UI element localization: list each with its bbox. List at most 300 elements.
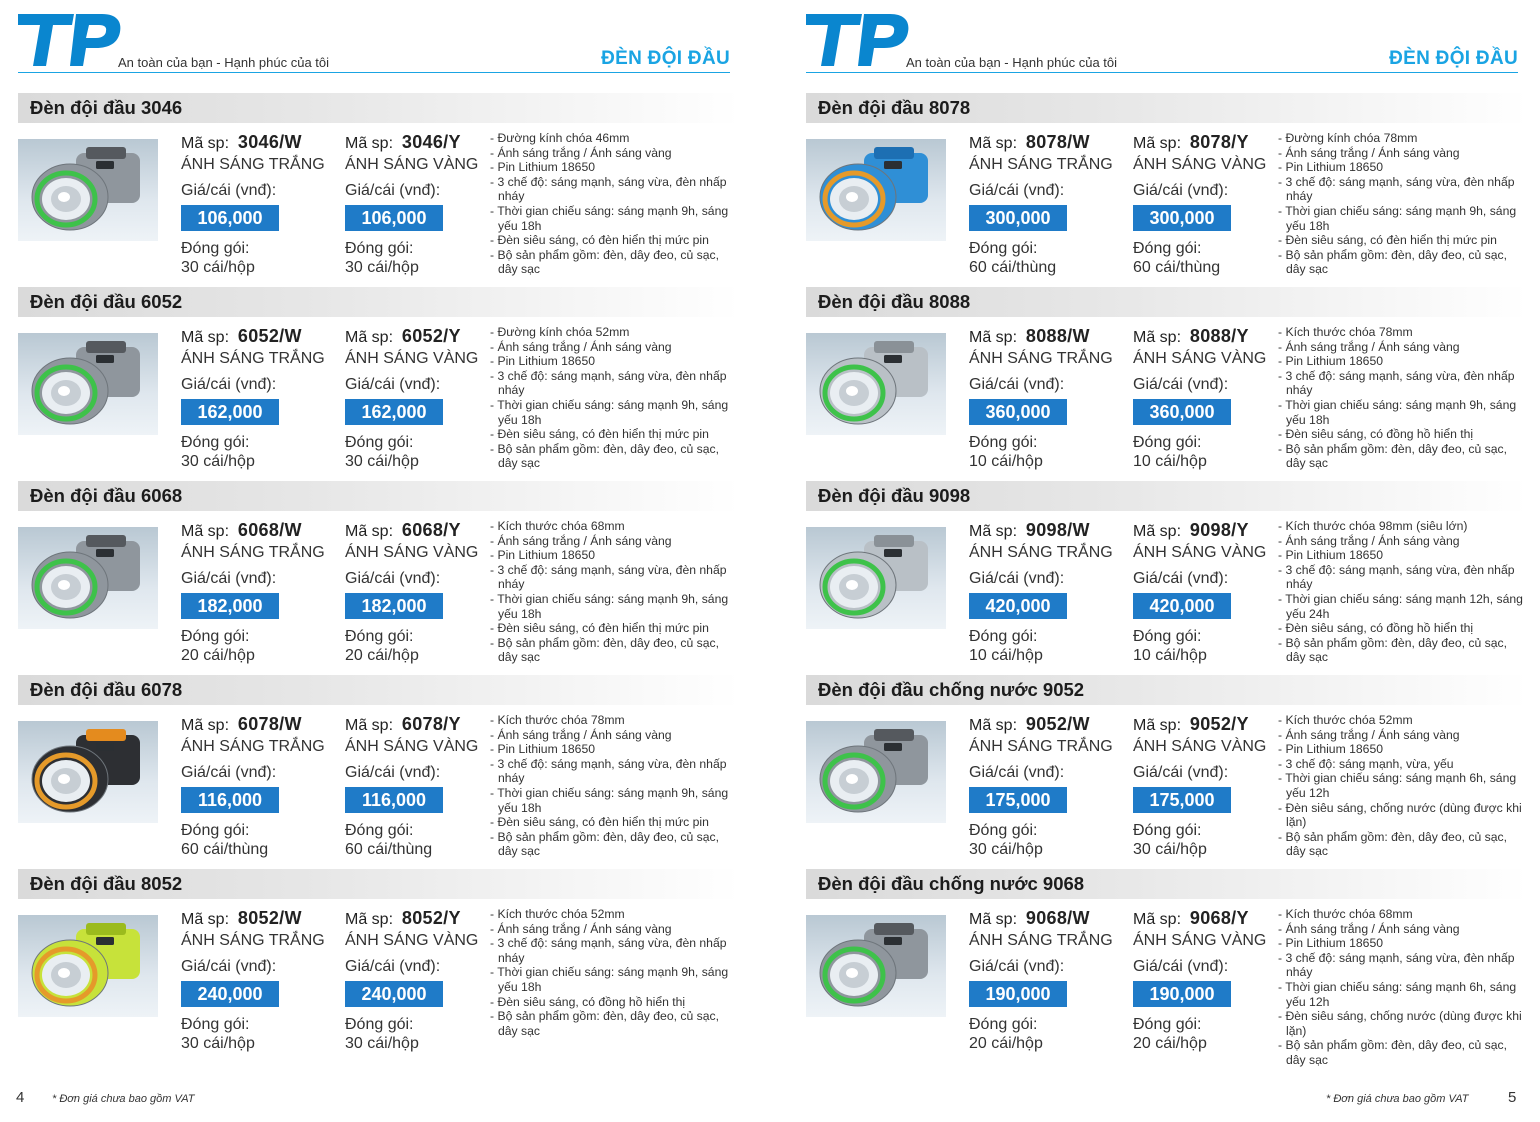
price-badge: 182,000 bbox=[181, 593, 279, 619]
light-type: ÁNH SÁNG VÀNG bbox=[1133, 350, 1267, 367]
tp-logo bbox=[806, 14, 910, 68]
sku-prefix: Mã sp: bbox=[181, 523, 230, 540]
sku-line bbox=[345, 132, 505, 154]
sku-code: 6068/Y bbox=[401, 520, 461, 540]
pack-label: Đóng gói: bbox=[1133, 1016, 1202, 1033]
spec-item: - Bộ sản phẩm gồm: đèn, dây đeo, củ sạc, dây sạc bbox=[490, 442, 742, 471]
spec-item: - Ánh sáng trắng / Ánh sáng vàng bbox=[1278, 340, 1530, 355]
product-block bbox=[806, 287, 1528, 477]
pack-value: 60 cái/thùng bbox=[1133, 259, 1221, 276]
pack-value: 30 cái/hộp bbox=[345, 259, 419, 276]
sku-prefix: Mã sp: bbox=[345, 135, 394, 152]
light-type: ÁNH SÁNG VÀNG bbox=[345, 932, 479, 949]
product-block bbox=[18, 481, 740, 671]
sku-prefix: Mã sp: bbox=[1133, 329, 1182, 346]
spec-item: - Ánh sáng trắng / Ánh sáng vàng bbox=[1278, 146, 1530, 161]
price-badge: 175,000 bbox=[1133, 787, 1231, 813]
sku-code: 8088/Y bbox=[1189, 326, 1249, 346]
light-type: ÁNH SÁNG TRẮNG bbox=[969, 738, 1113, 755]
spec-item: - Thời gian chiếu sáng: sáng mạnh 9h, sáng yếu 18h bbox=[1278, 398, 1530, 427]
spec-item: - Ánh sáng trắng / Ánh sáng vàng bbox=[490, 922, 742, 937]
sku-code: 8078/Y bbox=[1189, 132, 1249, 152]
spec-list bbox=[490, 325, 742, 471]
product-block bbox=[806, 481, 1528, 671]
spec-item: - Bộ sản phẩm gồm: đèn, dây đeo, củ sạc, dây sạc bbox=[1278, 442, 1530, 471]
light-type: ÁNH SÁNG TRẮNG bbox=[969, 350, 1113, 367]
sku-line bbox=[1133, 714, 1293, 736]
spec-list bbox=[1278, 519, 1530, 665]
sku-code: 6052/Y bbox=[401, 326, 461, 346]
pack-value: 30 cái/hộp bbox=[181, 453, 255, 470]
sku-line bbox=[969, 908, 1129, 930]
sku-code: 8052/W bbox=[237, 908, 302, 928]
product-title-bar bbox=[18, 93, 740, 123]
variant-white bbox=[969, 520, 1129, 667]
vat-footnote: * Đơn giá chưa bao gồm VAT bbox=[1326, 1093, 1469, 1105]
spec-item: - Ánh sáng trắng / Ánh sáng vàng bbox=[1278, 922, 1530, 937]
pack-label: Đóng gói: bbox=[1133, 434, 1202, 451]
spec-item: - Đèn siêu sáng, có đèn hiển thị mức pin bbox=[1278, 233, 1530, 248]
product-name: Đèn đội đầu 8088 bbox=[818, 291, 971, 312]
spec-item: - 3 chế độ: sáng mạnh, sáng vừa, đèn nhấp nháy bbox=[490, 369, 742, 398]
page-number: 4 bbox=[16, 1089, 25, 1106]
product-photo bbox=[806, 721, 946, 823]
light-type: ÁNH SÁNG TRẮNG bbox=[969, 932, 1113, 949]
price-badge: 420,000 bbox=[1133, 593, 1231, 619]
brand-tagline: An toàn của bạn - Hạnh phúc của tôi bbox=[906, 55, 1118, 70]
variant-yellow bbox=[345, 714, 505, 861]
variant-white bbox=[181, 326, 341, 473]
spec-item: - Pin Lithium 18650 bbox=[1278, 742, 1530, 757]
price-label: Giá/cái (vnđ): bbox=[1133, 570, 1229, 587]
spec-item: - 3 chế độ: sáng mạnh, sáng vừa, đèn nhấp nháy bbox=[1278, 951, 1530, 980]
spec-item: - Pin Lithium 18650 bbox=[490, 548, 742, 563]
variant-white bbox=[181, 908, 341, 1055]
sku-code: 6078/W bbox=[237, 714, 302, 734]
spec-item: - Đèn siêu sáng, có đồng hồ hiển thị bbox=[1278, 621, 1530, 636]
price-label: Giá/cái (vnđ): bbox=[969, 376, 1065, 393]
product-title-bar bbox=[18, 481, 740, 511]
sku-code: 6078/Y bbox=[401, 714, 461, 734]
headlamp-image bbox=[806, 721, 946, 823]
price-label: Giá/cái (vnđ): bbox=[181, 376, 277, 393]
light-type: ÁNH SÁNG VÀNG bbox=[1133, 932, 1267, 949]
price-badge: 175,000 bbox=[969, 787, 1067, 813]
spec-item: - Pin Lithium 18650 bbox=[1278, 354, 1530, 369]
headlamp-image bbox=[806, 333, 946, 435]
price-badge: 116,000 bbox=[345, 787, 443, 813]
price-badge: 162,000 bbox=[345, 399, 443, 425]
product-photo bbox=[18, 915, 158, 1017]
light-type: ÁNH SÁNG TRẮNG bbox=[181, 738, 325, 755]
spec-item: - Kích thước chóa 52mm bbox=[490, 907, 742, 922]
pack-label: Đóng gói: bbox=[969, 240, 1038, 257]
product-photo bbox=[18, 333, 158, 435]
spec-item: - 3 chế độ: sáng mạnh, sáng vừa, đèn nhấp nháy bbox=[490, 757, 742, 786]
spec-item: - 3 chế độ: sáng mạnh, sáng vừa, đèn nhấp nháy bbox=[1278, 175, 1530, 204]
product-title-bar bbox=[18, 869, 740, 899]
price-label: Giá/cái (vnđ): bbox=[345, 958, 441, 975]
pack-value: 30 cái/hộp bbox=[181, 259, 255, 276]
pack-value: 30 cái/hộp bbox=[345, 453, 419, 470]
sku-line bbox=[969, 326, 1129, 348]
sku-line bbox=[969, 132, 1129, 154]
sku-code: 9052/W bbox=[1025, 714, 1090, 734]
pack-value: 10 cái/hộp bbox=[1133, 647, 1207, 664]
price-label: Giá/cái (vnđ): bbox=[969, 570, 1065, 587]
pack-value: 10 cái/hộp bbox=[1133, 453, 1207, 470]
spec-item: - 3 chế độ: sáng mạnh, sáng vừa, đèn nhấp nháy bbox=[1278, 369, 1530, 398]
price-badge: 190,000 bbox=[969, 981, 1067, 1007]
variant-yellow bbox=[345, 326, 505, 473]
pack-label: Đóng gói: bbox=[345, 822, 414, 839]
sku-line bbox=[181, 714, 341, 736]
product-photo bbox=[18, 721, 158, 823]
spec-item: - Pin Lithium 18650 bbox=[490, 354, 742, 369]
spec-item: - Bộ sản phẩm gồm: đèn, dây đeo, củ sạc, dây sạc bbox=[1278, 830, 1530, 859]
pack-label: Đóng gói: bbox=[181, 822, 250, 839]
sku-line bbox=[345, 520, 505, 542]
variant-yellow bbox=[1133, 132, 1293, 279]
product-title-bar bbox=[18, 675, 740, 705]
product-photo bbox=[806, 915, 946, 1017]
pack-label: Đóng gói: bbox=[181, 628, 250, 645]
price-badge: 300,000 bbox=[1133, 205, 1231, 231]
pack-value: 10 cái/hộp bbox=[969, 453, 1043, 470]
sku-code: 6068/W bbox=[237, 520, 302, 540]
product-photo bbox=[806, 333, 946, 435]
price-badge: 106,000 bbox=[181, 205, 279, 231]
price-badge: 360,000 bbox=[1133, 399, 1231, 425]
product-title-bar bbox=[806, 93, 1528, 123]
sku-prefix: Mã sp: bbox=[1133, 717, 1182, 734]
catalog-page-4 bbox=[18, 0, 758, 1122]
headlamp-image bbox=[18, 527, 158, 629]
price-badge: 106,000 bbox=[345, 205, 443, 231]
product-photo bbox=[18, 139, 158, 241]
spec-list bbox=[1278, 713, 1530, 859]
spec-list bbox=[490, 519, 742, 665]
page-header bbox=[806, 14, 1518, 74]
spec-item: - Đường kính chóa 52mm bbox=[490, 325, 742, 340]
price-badge: 182,000 bbox=[345, 593, 443, 619]
product-name: Đèn đội đầu 3046 bbox=[30, 97, 183, 118]
pack-value: 60 cái/thùng bbox=[969, 259, 1057, 276]
sku-prefix: Mã sp: bbox=[345, 717, 394, 734]
variant-yellow bbox=[345, 520, 505, 667]
header-divider bbox=[806, 72, 1518, 73]
light-type: ÁNH SÁNG VÀNG bbox=[1133, 544, 1267, 561]
light-type: ÁNH SÁNG VÀNG bbox=[1133, 738, 1267, 755]
product-title-bar bbox=[806, 869, 1528, 899]
product-name: Đèn đội đầu 6052 bbox=[30, 291, 183, 312]
light-type: ÁNH SÁNG VÀNG bbox=[345, 156, 479, 173]
spec-list bbox=[490, 907, 742, 1038]
headlamp-image bbox=[806, 527, 946, 629]
sku-line bbox=[345, 326, 505, 348]
spec-item: - Đường kính chóa 78mm bbox=[1278, 131, 1530, 146]
sku-line bbox=[181, 908, 341, 930]
pack-label: Đóng gói: bbox=[345, 1016, 414, 1033]
spec-item: - 3 chế độ: sáng mạnh, vừa, yếu bbox=[1278, 757, 1530, 772]
spec-item: - Kích thước chóa 68mm bbox=[490, 519, 742, 534]
variant-yellow bbox=[1133, 520, 1293, 667]
spec-item: - 3 chế độ: sáng mạnh, sáng vừa, đèn nhấp nháy bbox=[490, 563, 742, 592]
variant-yellow bbox=[345, 908, 505, 1055]
spec-item: - Ánh sáng trắng / Ánh sáng vàng bbox=[1278, 534, 1530, 549]
sku-prefix: Mã sp: bbox=[1133, 523, 1182, 540]
price-badge: 190,000 bbox=[1133, 981, 1231, 1007]
sku-code: 9068/W bbox=[1025, 908, 1090, 928]
sku-prefix: Mã sp: bbox=[1133, 135, 1182, 152]
pack-value: 10 cái/hộp bbox=[969, 647, 1043, 664]
price-badge: 162,000 bbox=[181, 399, 279, 425]
price-label: Giá/cái (vnđ): bbox=[181, 958, 277, 975]
headlamp-image bbox=[806, 915, 946, 1017]
variant-yellow bbox=[345, 132, 505, 279]
price-badge: 300,000 bbox=[969, 205, 1067, 231]
spec-item: - Đèn siêu sáng, có đèn hiển thị mức pin bbox=[490, 621, 742, 636]
light-type: ÁNH SÁNG TRẮNG bbox=[181, 932, 325, 949]
sku-line bbox=[1133, 520, 1293, 542]
pack-value: 20 cái/hộp bbox=[969, 1035, 1043, 1052]
variant-yellow bbox=[1133, 326, 1293, 473]
pack-label: Đóng gói: bbox=[969, 822, 1038, 839]
spec-item: - Kích thước chóa 68mm bbox=[1278, 907, 1530, 922]
pack-value: 30 cái/hộp bbox=[1133, 841, 1207, 858]
pack-label: Đóng gói: bbox=[345, 240, 414, 257]
sku-code: 3046/W bbox=[237, 132, 302, 152]
spec-item: - Đèn siêu sáng, có đồng hồ hiển thị bbox=[1278, 427, 1530, 442]
price-label: Giá/cái (vnđ): bbox=[345, 182, 441, 199]
spec-item: - Pin Lithium 18650 bbox=[490, 160, 742, 175]
vat-footnote: * Đơn giá chưa bao gồm VAT bbox=[52, 1093, 195, 1105]
spec-item: - Đèn siêu sáng, có đèn hiển thị mức pin bbox=[490, 233, 742, 248]
product-name: Đèn đội đầu 6078 bbox=[30, 679, 183, 700]
product-photo bbox=[806, 527, 946, 629]
product-photo bbox=[18, 527, 158, 629]
price-label: Giá/cái (vnđ): bbox=[181, 182, 277, 199]
sku-code: 9052/Y bbox=[1189, 714, 1249, 734]
light-type: ÁNH SÁNG TRẮNG bbox=[181, 350, 325, 367]
spec-item: - Pin Lithium 18650 bbox=[1278, 936, 1530, 951]
spec-list bbox=[1278, 131, 1530, 277]
spec-item: - Ánh sáng trắng / Ánh sáng vàng bbox=[1278, 728, 1530, 743]
price-badge: 240,000 bbox=[345, 981, 443, 1007]
product-title-bar bbox=[806, 481, 1528, 511]
spec-item: - Bộ sản phẩm gồm: đèn, dây đeo, củ sạc, dây sạc bbox=[490, 248, 742, 277]
price-label: Giá/cái (vnđ): bbox=[345, 570, 441, 587]
spec-item: - Thời gian chiếu sáng: sáng mạnh 9h, sáng yếu 18h bbox=[490, 786, 742, 815]
spec-list bbox=[1278, 907, 1530, 1068]
spec-item: - Bộ sản phẩm gồm: đèn, dây đeo, củ sạc, dây sạc bbox=[1278, 248, 1530, 277]
spec-item: - 3 chế độ: sáng mạnh, sáng vừa, đèn nhấp nháy bbox=[490, 175, 742, 204]
pack-label: Đóng gói: bbox=[969, 1016, 1038, 1033]
variant-white bbox=[181, 520, 341, 667]
page-header bbox=[18, 14, 730, 74]
sku-prefix: Mã sp: bbox=[181, 717, 230, 734]
pack-label: Đóng gói: bbox=[181, 434, 250, 451]
sku-prefix: Mã sp: bbox=[181, 911, 230, 928]
sku-line bbox=[345, 714, 505, 736]
header-divider bbox=[18, 72, 730, 73]
product-name: Đèn đội đầu chống nước 9052 bbox=[818, 679, 1085, 700]
spec-item: - 3 chế độ: sáng mạnh, sáng vừa, đèn nhấp nháy bbox=[1278, 563, 1530, 592]
spec-item: - Đèn siêu sáng, có đèn hiển thị mức pin bbox=[490, 815, 742, 830]
light-type: ÁNH SÁNG TRẮNG bbox=[969, 156, 1113, 173]
spec-item: - Thời gian chiếu sáng: sáng mạnh 9h, sáng yếu 18h bbox=[490, 398, 742, 427]
spec-item: - Ánh sáng trắng / Ánh sáng vàng bbox=[490, 340, 742, 355]
pack-label: Đóng gói: bbox=[345, 434, 414, 451]
spec-item: - Ánh sáng trắng / Ánh sáng vàng bbox=[490, 146, 742, 161]
spec-item: - Thời gian chiếu sáng: sáng mạnh 12h, sáng yếu 24h bbox=[1278, 592, 1530, 621]
sku-prefix: Mã sp: bbox=[969, 135, 1018, 152]
headlamp-image bbox=[18, 915, 158, 1017]
price-label: Giá/cái (vnđ): bbox=[1133, 376, 1229, 393]
sku-line bbox=[969, 520, 1129, 542]
variant-white bbox=[969, 326, 1129, 473]
price-label: Giá/cái (vnđ): bbox=[969, 958, 1065, 975]
headlamp-image bbox=[18, 333, 158, 435]
spec-item: - Pin Lithium 18650 bbox=[1278, 548, 1530, 563]
sku-code: 9068/Y bbox=[1189, 908, 1249, 928]
variant-yellow bbox=[1133, 714, 1293, 861]
tp-logo bbox=[18, 14, 122, 68]
spec-item: - Bộ sản phẩm gồm: đèn, dây đeo, củ sạc, dây sạc bbox=[490, 830, 742, 859]
sku-line bbox=[181, 132, 341, 154]
product-name: Đèn đội đầu 8052 bbox=[30, 873, 183, 894]
product-name: Đèn đội đầu chống nước 9068 bbox=[818, 873, 1085, 894]
price-badge: 116,000 bbox=[181, 787, 279, 813]
spec-list bbox=[490, 131, 742, 277]
price-label: Giá/cái (vnđ): bbox=[969, 764, 1065, 781]
product-block bbox=[18, 287, 740, 477]
category-title: ĐÈN ĐỘI ĐẦU bbox=[601, 48, 730, 69]
sku-line bbox=[181, 520, 341, 542]
sku-line bbox=[1133, 908, 1293, 930]
pack-label: Đóng gói: bbox=[345, 628, 414, 645]
price-label: Giá/cái (vnđ): bbox=[345, 764, 441, 781]
light-type: ÁNH SÁNG TRẮNG bbox=[969, 544, 1113, 561]
pack-value: 20 cái/hộp bbox=[1133, 1035, 1207, 1052]
price-label: Giá/cái (vnđ): bbox=[1133, 958, 1229, 975]
sku-code: 8078/W bbox=[1025, 132, 1090, 152]
pack-value: 30 cái/hộp bbox=[345, 1035, 419, 1052]
spec-item: - Thời gian chiếu sáng: sáng mạnh 9h, sáng yếu 18h bbox=[1278, 204, 1530, 233]
spec-list bbox=[490, 713, 742, 859]
sku-line bbox=[181, 326, 341, 348]
headlamp-image bbox=[18, 721, 158, 823]
product-block bbox=[18, 869, 740, 1059]
pack-label: Đóng gói: bbox=[1133, 822, 1202, 839]
page-number: 5 bbox=[1508, 1089, 1517, 1106]
catalog-page-5 bbox=[806, 0, 1540, 1122]
price-label: Giá/cái (vnđ): bbox=[345, 376, 441, 393]
price-badge: 360,000 bbox=[969, 399, 1067, 425]
spec-item: - Thời gian chiếu sáng: sáng mạnh 9h, sáng yếu 18h bbox=[490, 204, 742, 233]
spec-item: - Thời gian chiếu sáng: sáng mạnh 6h, sáng yếu 12h bbox=[1278, 771, 1530, 800]
sku-prefix: Mã sp: bbox=[181, 329, 230, 346]
spec-item: - Đèn siêu sáng, chống nước (dùng được khi lặn) bbox=[1278, 801, 1530, 830]
variant-yellow bbox=[1133, 908, 1293, 1055]
sku-line bbox=[969, 714, 1129, 736]
variant-white bbox=[969, 908, 1129, 1055]
sku-prefix: Mã sp: bbox=[345, 329, 394, 346]
sku-code: 3046/Y bbox=[401, 132, 461, 152]
light-type: ÁNH SÁNG VÀNG bbox=[345, 350, 479, 367]
spec-item: - Bộ sản phẩm gồm: đèn, dây đeo, củ sạc, dây sạc bbox=[1278, 636, 1530, 665]
product-block bbox=[806, 869, 1528, 1067]
sku-prefix: Mã sp: bbox=[181, 135, 230, 152]
light-type: ÁNH SÁNG VÀNG bbox=[345, 738, 479, 755]
spec-list bbox=[1278, 325, 1530, 471]
category-title: ĐÈN ĐỘI ĐẦU bbox=[1389, 48, 1518, 69]
spec-item: - Pin Lithium 18650 bbox=[1278, 160, 1530, 175]
pack-label: Đóng gói: bbox=[969, 628, 1038, 645]
sku-line bbox=[345, 908, 505, 930]
pack-value: 60 cái/thùng bbox=[345, 841, 433, 858]
spec-item: - Ánh sáng trắng / Ánh sáng vàng bbox=[490, 534, 742, 549]
variant-white bbox=[969, 132, 1129, 279]
brand-tagline: An toàn của bạn - Hạnh phúc của tôi bbox=[118, 55, 330, 70]
spec-item: - Đèn siêu sáng, có đèn hiển thị mức pin bbox=[490, 427, 742, 442]
price-label: Giá/cái (vnđ): bbox=[181, 570, 277, 587]
spec-item: - Thời gian chiếu sáng: sáng mạnh 6h, sáng yếu 12h bbox=[1278, 980, 1530, 1009]
sku-code: 6052/W bbox=[237, 326, 302, 346]
product-name: Đèn đội đầu 8078 bbox=[818, 97, 971, 118]
sku-code: 8052/Y bbox=[401, 908, 461, 928]
price-label: Giá/cái (vnđ): bbox=[1133, 182, 1229, 199]
spec-item: - Pin Lithium 18650 bbox=[490, 742, 742, 757]
sku-prefix: Mã sp: bbox=[969, 911, 1018, 928]
pack-label: Đóng gói: bbox=[181, 1016, 250, 1033]
pack-label: Đóng gói: bbox=[1133, 628, 1202, 645]
spec-item: - Đèn siêu sáng, có đồng hồ hiển thị bbox=[490, 995, 742, 1010]
pack-value: 20 cái/hộp bbox=[181, 647, 255, 664]
product-block bbox=[806, 93, 1528, 283]
light-type: ÁNH SÁNG VÀNG bbox=[345, 544, 479, 561]
spec-item: - Bộ sản phẩm gồm: đèn, dây đeo, củ sạc, dây sạc bbox=[490, 636, 742, 665]
product-block bbox=[18, 675, 740, 865]
sku-prefix: Mã sp: bbox=[345, 523, 394, 540]
price-label: Giá/cái (vnđ): bbox=[1133, 764, 1229, 781]
spec-item: - Thời gian chiếu sáng: sáng mạnh 9h, sáng yếu 18h bbox=[490, 965, 742, 994]
light-type: ÁNH SÁNG TRẮNG bbox=[181, 156, 325, 173]
spec-item: - 3 chế độ: sáng mạnh, sáng vừa, đèn nhấp nháy bbox=[490, 936, 742, 965]
spec-item: - Kích thước chóa 98mm (siêu lớn) bbox=[1278, 519, 1530, 534]
sku-code: 8088/W bbox=[1025, 326, 1090, 346]
spec-item: - Bộ sản phẩm gồm: đèn, dây đeo, củ sạc, dây sạc bbox=[490, 1009, 742, 1038]
product-name: Đèn đội đầu 6068 bbox=[30, 485, 183, 506]
variant-white bbox=[181, 132, 341, 279]
sku-prefix: Mã sp: bbox=[345, 911, 394, 928]
spec-item: - Thời gian chiếu sáng: sáng mạnh 9h, sáng yếu 18h bbox=[490, 592, 742, 621]
sku-line bbox=[1133, 132, 1293, 154]
price-label: Giá/cái (vnđ): bbox=[969, 182, 1065, 199]
spec-item: - Đèn siêu sáng, chống nước (dùng được khi lặn) bbox=[1278, 1009, 1530, 1038]
sku-prefix: Mã sp: bbox=[1133, 911, 1182, 928]
pack-label: Đóng gói: bbox=[1133, 240, 1202, 257]
sku-prefix: Mã sp: bbox=[969, 717, 1018, 734]
variant-white bbox=[969, 714, 1129, 861]
sku-code: 9098/Y bbox=[1189, 520, 1249, 540]
sku-prefix: Mã sp: bbox=[969, 329, 1018, 346]
sku-line bbox=[1133, 326, 1293, 348]
product-block bbox=[18, 93, 740, 283]
price-badge: 240,000 bbox=[181, 981, 279, 1007]
pack-value: 30 cái/hộp bbox=[969, 841, 1043, 858]
product-title-bar bbox=[806, 287, 1528, 317]
